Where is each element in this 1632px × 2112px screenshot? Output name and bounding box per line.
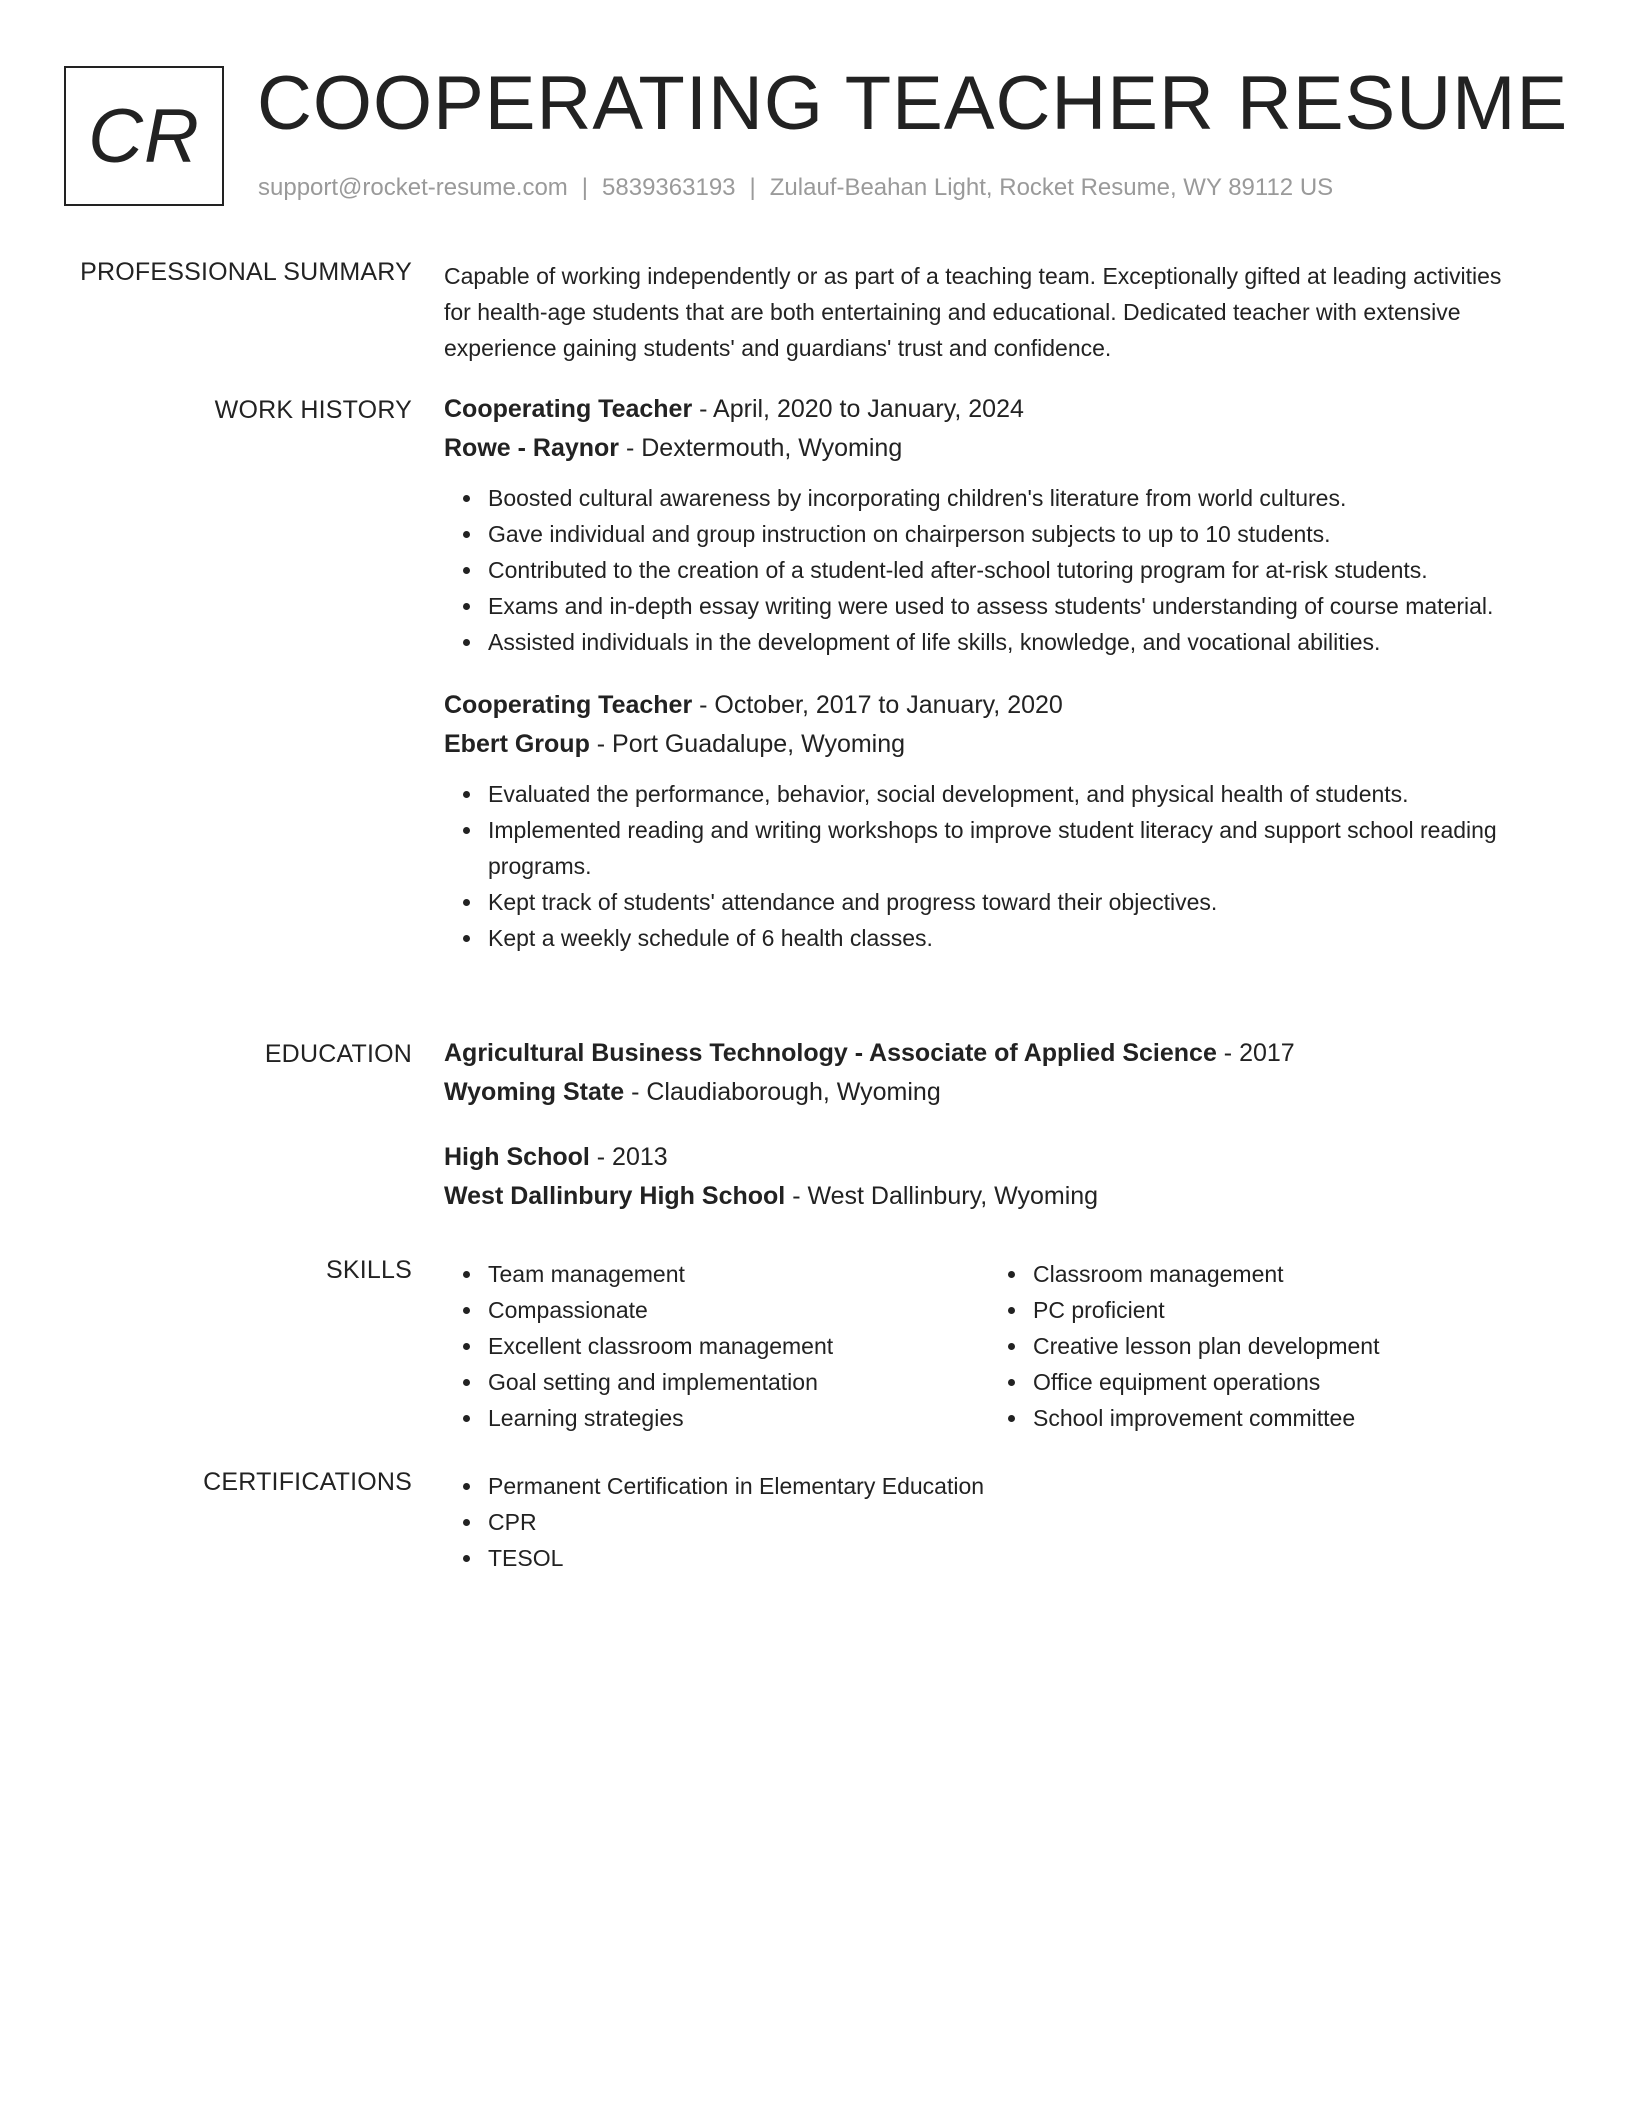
skill-item: Office equipment operations [1033, 1364, 1534, 1400]
job-bullet: Contributed to the creation of a student-led after-school tutoring program for at-risk students. [488, 552, 1534, 588]
job-bullet: Evaluated the performance, behavior, social development, and physical health of students. [488, 776, 1534, 812]
work-history-body [444, 390, 1534, 982]
certifications-body [444, 1468, 1534, 1576]
education-year: - 2013 [589, 1143, 668, 1171]
resume-title: COOPERATING TEACHER RESUME [257, 61, 1569, 146]
job-title-line [444, 390, 1534, 429]
monogram-box [64, 66, 224, 206]
skill-item: School improvement committee [1033, 1400, 1534, 1436]
contact-address: Zulauf-Beahan Light, Rocket Resume, WY 89112 US [769, 174, 1334, 201]
resume-header [64, 61, 1569, 211]
education-entry [444, 1034, 1534, 1112]
education-degree-line [444, 1138, 1534, 1177]
certification-item: TESOL [488, 1540, 1534, 1576]
job-bullets [444, 480, 1534, 660]
education-location: - Claudiaborough, Wyoming [624, 1078, 941, 1106]
skill-item: PC proficient [1033, 1292, 1534, 1328]
job-bullet: Implemented reading and writing workshops to improve student literacy and support school reading programs. [488, 812, 1534, 884]
skill-item: Classroom management [1033, 1256, 1534, 1292]
certification-item: Permanent Certification in Elementary Education [488, 1468, 1534, 1504]
education-location: - West Dallinbury, Wyoming [785, 1182, 1099, 1210]
job-title-line [444, 686, 1534, 725]
job-company: Rowe - Raynor [444, 434, 620, 462]
education-body [444, 1034, 1534, 1242]
job-company-line [444, 429, 1534, 468]
work-history-label: WORK HISTORY [214, 396, 412, 424]
education-school-line [444, 1073, 1534, 1112]
certifications-list [444, 1468, 1534, 1576]
education-school: Wyoming State [444, 1078, 625, 1106]
job-location: - Port Guadalupe, Wyoming [589, 730, 906, 758]
job-bullet: Kept a weekly schedule of 6 health classes. [488, 920, 1534, 956]
job-entry [444, 390, 1534, 660]
skill-item: Creative lesson plan development [1033, 1328, 1534, 1364]
job-bullet: Kept track of students' attendance and progress toward their objectives. [488, 884, 1534, 920]
job-title: Cooperating Teacher [444, 691, 693, 719]
education-label: EDUCATION [264, 1040, 412, 1068]
skills-body [444, 1256, 1534, 1436]
job-dates: - April, 2020 to January, 2024 [692, 395, 1024, 423]
education-year: - 2017 [1216, 1039, 1295, 1067]
skills-list-left [444, 1256, 989, 1436]
contact-phone[interactable]: 5839363193 [602, 174, 736, 201]
job-bullet: Assisted individuals in the development of life skills, knowledge, and vocational abilities. [488, 624, 1534, 660]
job-entry [444, 686, 1534, 956]
skill-item: Compassionate [488, 1292, 989, 1328]
skill-item: Goal setting and implementation [488, 1364, 989, 1400]
skill-item: Learning strategies [488, 1400, 989, 1436]
job-dates: - October, 2017 to January, 2020 [692, 691, 1063, 719]
contact-email[interactable]: support@rocket-resume.com [258, 174, 568, 201]
skills-list-right [989, 1256, 1534, 1436]
summary-body [444, 258, 1534, 366]
skills-label: SKILLS [326, 1256, 412, 1284]
education-school: West Dallinbury High School [444, 1182, 786, 1210]
education-school-line [444, 1177, 1534, 1216]
summary-text: Capable of working independently or as part of a teaching team. Exceptionally gifted at leading activities for health-age students that are both entertaining and educational. Dedicated teacher with extensive experience gaining students' and guardians' trust and confidence. [444, 263, 1502, 361]
certification-item: CPR [488, 1504, 1534, 1540]
job-company-line [444, 725, 1534, 764]
job-location: - Dextermouth, Wyoming [619, 434, 903, 462]
job-bullet: Gave individual and group instruction on chairperson subjects to up to 10 students. [488, 516, 1534, 552]
contact-separator: | [749, 174, 756, 201]
monogram-initials: CR [88, 93, 200, 179]
education-degree: High School [444, 1143, 590, 1171]
skill-item: Excellent classroom management [488, 1328, 989, 1364]
education-entry [444, 1138, 1534, 1216]
education-degree-line [444, 1034, 1534, 1073]
job-bullet: Exams and in-depth essay writing were used to assess students' understanding of course material. [488, 588, 1534, 624]
job-company: Ebert Group [444, 730, 590, 758]
summary-label: PROFESSIONAL SUMMARY [80, 258, 412, 286]
skills-columns [444, 1256, 1534, 1436]
contact-line [258, 174, 1333, 202]
education-degree: Agricultural Business Technology - Associate of Applied Science [444, 1039, 1217, 1067]
job-title: Cooperating Teacher [444, 395, 693, 423]
skill-item: Team management [488, 1256, 989, 1292]
certifications-label: CERTIFICATIONS [203, 1468, 412, 1496]
job-bullet: Boosted cultural awareness by incorporating children's literature from world cultures. [488, 480, 1534, 516]
contact-separator: | [581, 174, 589, 201]
job-bullets [444, 776, 1534, 956]
